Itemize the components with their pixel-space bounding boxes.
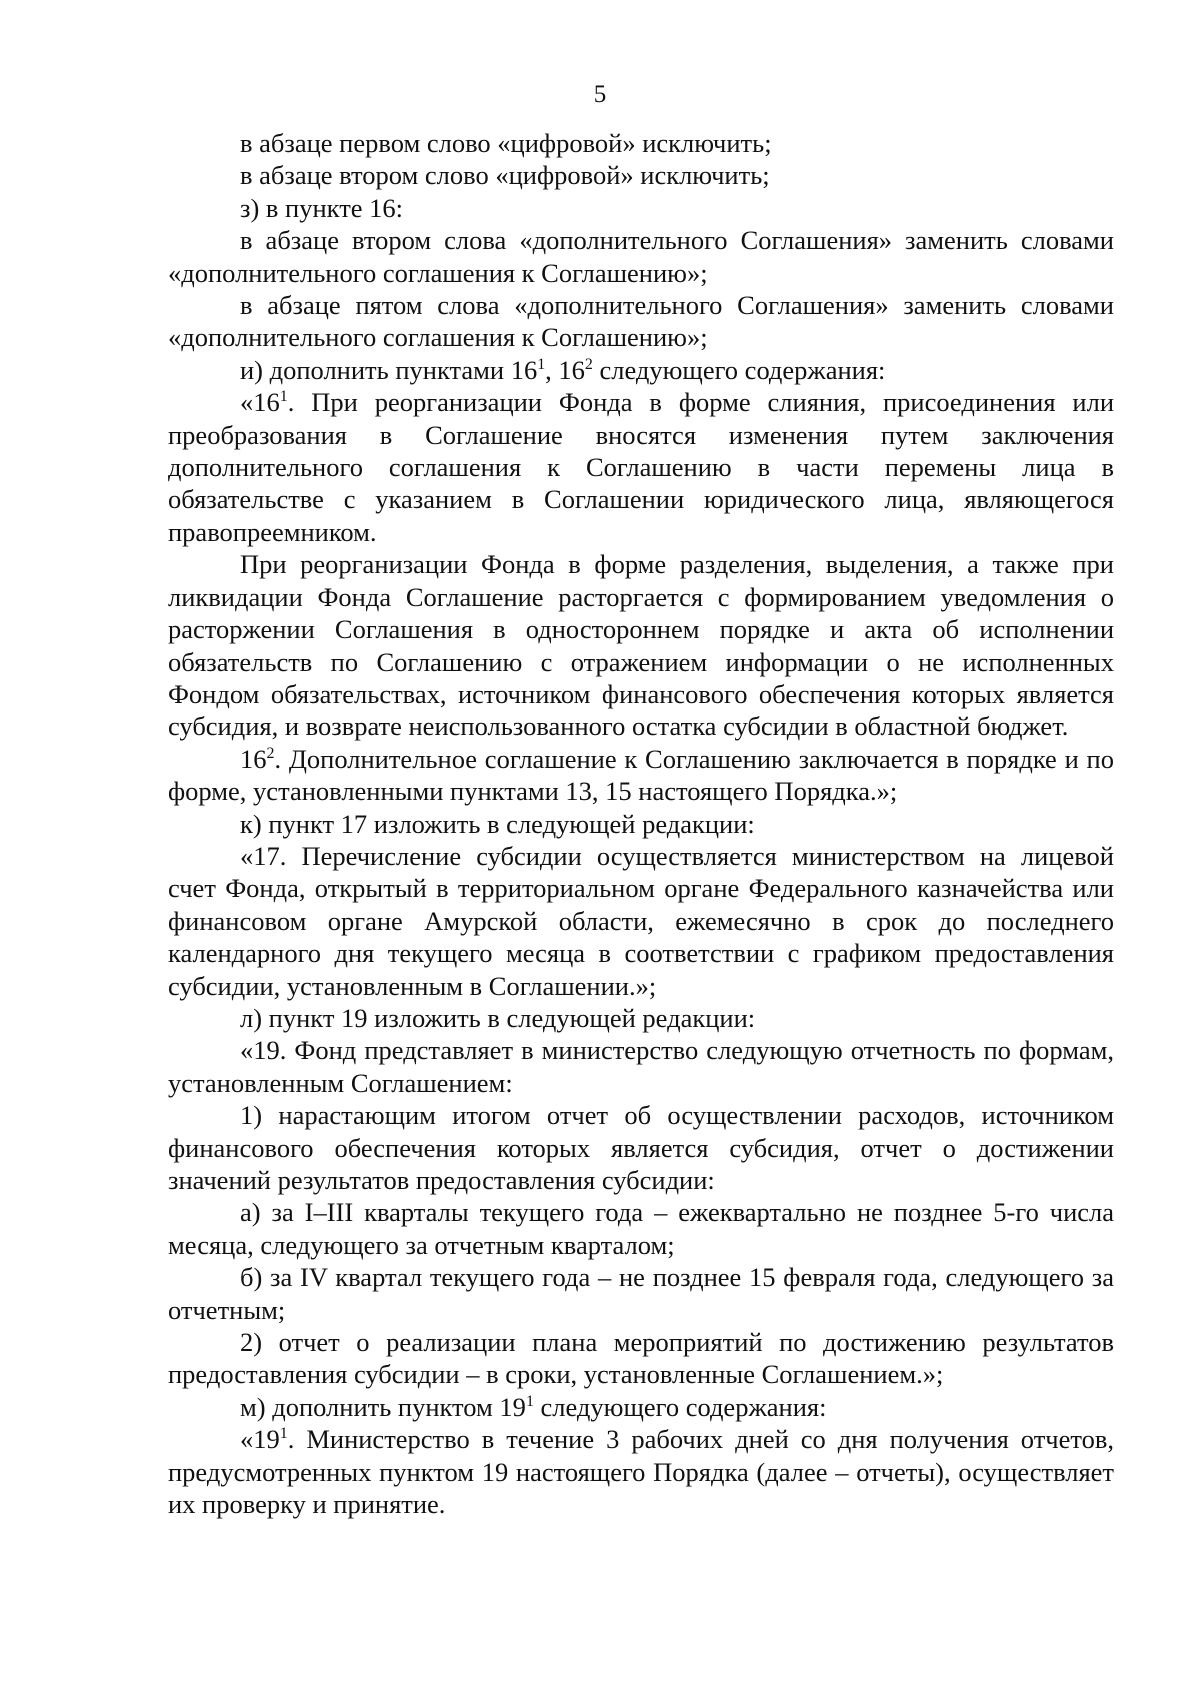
paragraph: в абзаце втором слова «дополнительного Соглашения» заменить словами «дополнительного соглашения к Соглашению»; — [168, 225, 1114, 288]
paragraph: з) в пункте 16: — [240, 192, 404, 223]
paragraph — [168, 743, 1114, 808]
paragraph: При реорганизации Фонда в форме разделения, выделения, а также при ликвидации Фонда Соглашение расторгается с формированием уведомления о расторжении Соглашения в одностороннем порядке и акта об исполнении обязательств по Соглашению с отражением информации о не исполненных Фондом обязательствах, источником финансового обеспечения которых является субсидия, и возврате неиспользованного остатка субсидии в областной бюджет. — [168, 549, 1114, 742]
text-run: и) дополнить пунктами 16 — [240, 354, 538, 385]
text-run: 16 — [240, 743, 267, 774]
superscript: 2 — [266, 744, 275, 762]
paragraph: в абзаце первом слово «цифровой» исключить; — [240, 128, 772, 158]
text-run: следующего содержания: — [592, 354, 886, 385]
text-run: м) дополнить пунктом 19 — [240, 1391, 526, 1422]
superscript: 1 — [525, 1393, 534, 1411]
paragraph: 2) отчет о реализации плана мероприятий по достижению результатов предоставления субсидии – в сроки, установленные Соглашением.»; — [168, 1327, 1114, 1390]
text-run: следующего содержания: — [533, 1391, 827, 1422]
paragraph: б) за IV квартал текущего года – не позднее 15 февраля года, следующего за отчетным; — [168, 1262, 1114, 1325]
paragraph: «17. Перечисление субсидии осуществляется министерством на лицевой счет Фонда, открытый в территориальном органе Федерального казначейства или финансовом органе Амурской области, ежемесячно в срок до последнего календарного дня текущего месяца в соответствии с графиком предоставления субсидии, установленным в Соглашении.»; — [168, 840, 1114, 1001]
paragraph: «19. Фонд представляет в министерство следующую отчетность по формам, установленным Соглашением: — [168, 1035, 1114, 1098]
paragraph: 1) нарастающим итогом отчет об осуществлении расходов, источником финансового обеспечения которых является субсидия, отчет о достижении значений результатов предоставления субсидии: — [168, 1100, 1114, 1195]
paragraph — [168, 1423, 1114, 1520]
superscript: 1 — [279, 388, 288, 406]
superscript: 1 — [537, 356, 546, 374]
paragraph — [168, 354, 1114, 386]
text-run: . При реорганизации Фонда в форме слияния, присоединения или преобразования в Соглашение вносятся изменения путем заключения дополнительного соглашения к Соглашению в части перемены лица в обязательстве с указанием в Соглашении юридического лица, являющегося правопреемником. — [168, 387, 1114, 547]
page-number: 5 — [593, 81, 607, 108]
text-run: «16 — [240, 387, 280, 418]
paragraph: а) за I–III кварталы текущего года – ежеквартально не позднее 5-го числа месяца, следующего за отчетным кварталом; — [168, 1197, 1114, 1260]
superscript: 2 — [584, 356, 593, 374]
superscript: 1 — [279, 1425, 288, 1443]
text-run: . Министерство в течение 3 рабочих дней со дня получения отчетов, предусмотренных пунктом 19 настоящего Порядка (далее – отчеты), осуществляет их проверку и принятие. — [168, 1424, 1114, 1520]
text-run: «19 — [240, 1424, 280, 1455]
paragraph: к) пункт 17 изложить в следующей редакции: — [240, 808, 755, 839]
paragraph — [168, 386, 1114, 548]
text-run: , 16 — [545, 354, 585, 385]
paragraph: в абзаце втором слово «цифровой» исключить; — [240, 160, 770, 191]
document-body — [168, 127, 1114, 1520]
paragraph: в абзаце пятом слова «дополнительного Соглашения» заменить словами «дополнительного соглашения к Соглашению»; — [168, 290, 1114, 353]
paragraph: л) пункт 19 изложить в следующей редакции: — [240, 1002, 756, 1033]
text-run: . Дополнительное соглашение к Соглашению заключается в порядке и по форме, установленными пунктами 13, 15 настоящего Порядка.»; — [168, 743, 1114, 807]
paragraph — [168, 1391, 1114, 1423]
